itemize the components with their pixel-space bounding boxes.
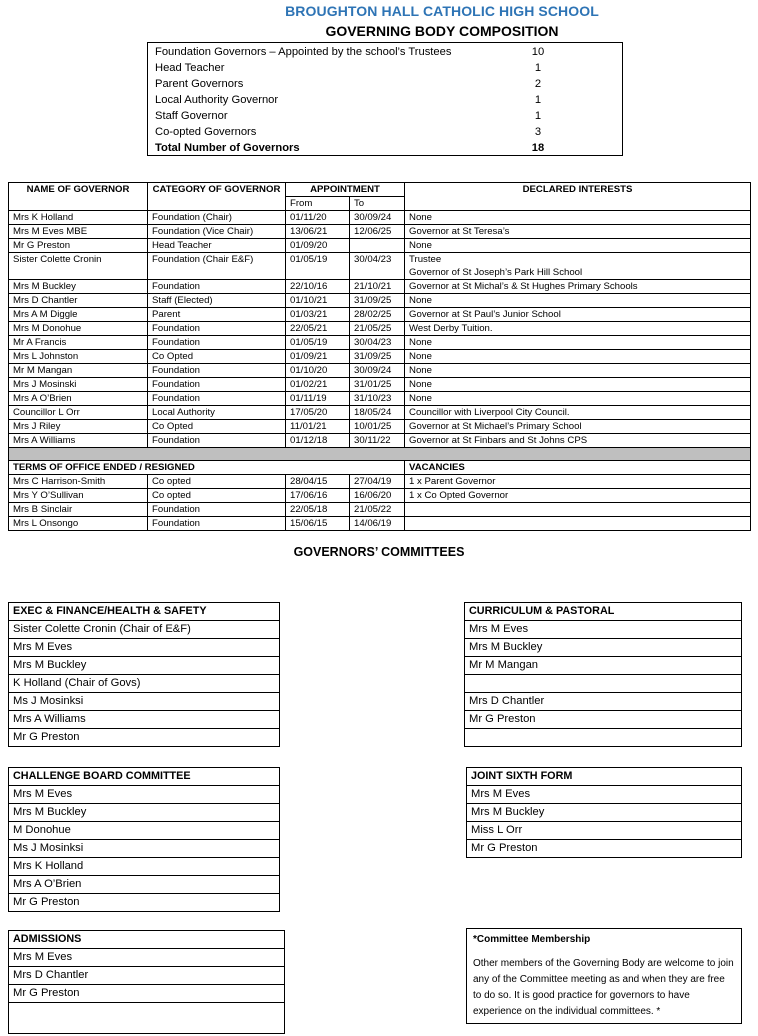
table-row bbox=[9, 253, 751, 267]
composition-value: 3 bbox=[534, 126, 542, 138]
appointment-to: 10/01/25 bbox=[350, 420, 405, 434]
committee-title: JOINT SIXTH FORM bbox=[467, 768, 741, 786]
table-row bbox=[9, 434, 751, 448]
governor-name: Mrs M Donohue bbox=[9, 322, 148, 336]
column-header-category: CATEGORY OF GOVERNOR bbox=[148, 183, 286, 211]
column-header-from: From bbox=[286, 197, 350, 211]
former-governor-name: Mrs Y O’Sullivan bbox=[9, 489, 148, 503]
appointment-to: 30/04/23 bbox=[350, 253, 405, 280]
vacancy: 1 x Parent Governor bbox=[405, 475, 751, 489]
governor-category: Foundation (Vice Chair) bbox=[148, 225, 286, 239]
appointment-from: 01/12/18 bbox=[286, 434, 350, 448]
appointment-from: 01/11/19 bbox=[286, 392, 350, 406]
committee-member: Ms J Mosinksi bbox=[9, 693, 279, 711]
committee-title: CHALLENGE BOARD COMMITTEE bbox=[9, 768, 279, 786]
committee-title: EXEC & FINANCE/HEALTH & SAFETY bbox=[9, 603, 279, 621]
committee-member: Mr G Preston bbox=[13, 731, 80, 743]
governor-name: Mrs M Eves MBE bbox=[9, 225, 148, 239]
composition-value: 1 bbox=[534, 110, 542, 122]
terms-ended-heading: TERMS OF OFFICE ENDED / RESIGNED bbox=[9, 461, 405, 475]
declared-interest: None bbox=[405, 350, 751, 364]
governor-category: Head Teacher bbox=[148, 239, 286, 253]
committee-member: Ms J Mosinksi bbox=[9, 840, 279, 858]
term-to: 16/06/20 bbox=[350, 489, 405, 503]
committee-member: Mrs M Eves bbox=[9, 639, 279, 657]
appointment-to: 30/11/22 bbox=[350, 434, 405, 448]
column-header-to: To bbox=[350, 197, 405, 211]
table-row bbox=[9, 350, 751, 364]
governor-category: Foundation bbox=[148, 322, 286, 336]
former-governor-category: Co opted bbox=[148, 475, 286, 489]
declared-interest: None bbox=[405, 392, 751, 406]
appointment-to: 30/04/23 bbox=[350, 336, 405, 350]
declared-interest: None bbox=[405, 294, 751, 308]
divider-cell bbox=[9, 448, 751, 461]
governor-category: Co Opted bbox=[148, 420, 286, 434]
appointment-to: 28/02/25 bbox=[350, 308, 405, 322]
appointment-to: 31/09/25 bbox=[350, 350, 405, 364]
appointment-to: 31/10/23 bbox=[350, 392, 405, 406]
table-header-row bbox=[9, 183, 751, 197]
declared-interest: None bbox=[405, 336, 751, 350]
page-title: GOVERNING BODY COMPOSITION bbox=[325, 23, 559, 39]
appointment-from: 22/05/21 bbox=[286, 322, 350, 336]
former-governor-name: Mrs L Onsongo bbox=[9, 517, 148, 531]
committee-member: Mrs D Chantler bbox=[465, 693, 741, 711]
governor-category: Co Opted bbox=[148, 350, 286, 364]
note-body: Other members of the Governing Body are welcome to join any of the Committee meeting as and when they are free to do so. It is good practice for governors to have experience on the individual committees. * bbox=[473, 958, 734, 1017]
composition-label: Staff Governor bbox=[155, 110, 228, 122]
table-row bbox=[9, 239, 751, 253]
appointment-from: 22/10/16 bbox=[286, 280, 350, 294]
committee-member: Mr G Preston bbox=[9, 985, 284, 1003]
committee-admissions bbox=[8, 930, 285, 1034]
appointment-to: 30/09/24 bbox=[350, 211, 405, 225]
term-from: 15/06/15 bbox=[286, 517, 350, 531]
appointment-from: 01/02/21 bbox=[286, 378, 350, 392]
appointment-from: 17/05/20 bbox=[286, 406, 350, 420]
school-name: BROUGHTON HALL CATHOLIC HIGH SCHOOL bbox=[285, 3, 599, 19]
declared-interest: None bbox=[405, 378, 751, 392]
governors-table bbox=[8, 182, 751, 531]
declared-interest: None bbox=[405, 211, 751, 225]
composition-value: 10 bbox=[531, 46, 545, 58]
composition-total-value: 18 bbox=[531, 142, 545, 154]
governor-name: Sister Colette Cronin bbox=[9, 253, 148, 280]
committee-title: ADMISSIONS bbox=[9, 931, 284, 949]
committee-member: Sister Colette Cronin (Chair of E&F) bbox=[9, 621, 279, 639]
declared-interest: Governor at St Michael’s Primary School bbox=[405, 420, 751, 434]
appointment-to bbox=[350, 239, 405, 253]
composition-label: Foundation Governors – Appointed by the school’s Trustees bbox=[155, 46, 452, 58]
committee-member bbox=[465, 675, 741, 693]
composition-box bbox=[147, 42, 623, 156]
committee-member: Mrs K Holland bbox=[9, 858, 279, 876]
governor-name: Councillor L Orr bbox=[9, 406, 148, 420]
table-row bbox=[9, 280, 751, 294]
declared-interest: Governor of St Joseph’s Park Hill School bbox=[405, 266, 751, 280]
table-row bbox=[9, 294, 751, 308]
column-header-appointment: APPOINTMENT bbox=[286, 183, 405, 197]
appointment-to: 18/05/24 bbox=[350, 406, 405, 420]
term-to: 14/06/19 bbox=[350, 517, 405, 531]
declared-interest: Governor at St Michal’s & St Hughes Primary Schools bbox=[405, 280, 751, 294]
governor-name: Mrs L Johnston bbox=[9, 350, 148, 364]
composition-value: 1 bbox=[534, 62, 542, 74]
committee-member: K Holland (Chair of Govs) bbox=[9, 675, 279, 693]
column-header-name: NAME OF GOVERNOR bbox=[9, 183, 148, 211]
composition-value: 1 bbox=[534, 94, 542, 106]
composition-label: Parent Governors bbox=[155, 78, 244, 90]
governor-category: Foundation (Chair) bbox=[148, 211, 286, 225]
declared-interest: Councillor with Liverpool City Council. bbox=[405, 406, 751, 420]
appointment-to: 31/09/25 bbox=[350, 294, 405, 308]
appointment-from: 11/01/21 bbox=[286, 420, 350, 434]
committee-title: CURRICULUM & PASTORAL bbox=[465, 603, 741, 621]
committees-heading: GOVERNORS’ COMMITTEES bbox=[293, 545, 465, 559]
terms-header-row bbox=[9, 461, 751, 475]
note-title: *Committee Membership bbox=[473, 934, 591, 945]
declared-interest: None bbox=[405, 364, 751, 378]
column-header-declared-interests: DECLARED INTERESTS bbox=[405, 183, 751, 211]
committee-member: M Donohue bbox=[9, 822, 279, 840]
vacancies-heading: VACANCIES bbox=[405, 461, 751, 475]
governor-name: Mrs J Riley bbox=[9, 420, 148, 434]
former-governor-name: Mrs C Harrison-Smith bbox=[9, 475, 148, 489]
governor-name: Mr A Francis bbox=[9, 336, 148, 350]
governor-name: Mrs A O’Brien bbox=[9, 392, 148, 406]
governor-name: Mrs D Chantler bbox=[9, 294, 148, 308]
committee-member: Mr G Preston bbox=[465, 711, 741, 729]
committee-member: Mrs M Eves bbox=[467, 786, 741, 804]
table-row bbox=[9, 378, 751, 392]
committee-member: Mrs A O’Brien bbox=[9, 876, 279, 894]
vacancy bbox=[405, 503, 751, 517]
appointment-from: 01/09/21 bbox=[286, 350, 350, 364]
committee-member: Mrs M Buckley bbox=[9, 804, 279, 822]
former-governor-category: Foundation bbox=[148, 517, 286, 531]
governor-name: Mrs M Buckley bbox=[9, 280, 148, 294]
committee-member: Mr G Preston bbox=[13, 896, 80, 908]
composition-label: Head Teacher bbox=[155, 62, 225, 74]
governor-category: Foundation bbox=[148, 378, 286, 392]
governor-category: Parent bbox=[148, 308, 286, 322]
term-to: 21/05/22 bbox=[350, 503, 405, 517]
committee-member bbox=[465, 729, 741, 746]
former-governor-name: Mrs B Sinclair bbox=[9, 503, 148, 517]
appointment-from: 01/10/20 bbox=[286, 364, 350, 378]
committee-member: Mrs A Williams bbox=[9, 711, 279, 729]
committee-member: Miss L Orr bbox=[467, 822, 741, 840]
term-to: 27/04/19 bbox=[350, 475, 405, 489]
former-governor-category: Co opted bbox=[148, 489, 286, 503]
governor-category: Foundation bbox=[148, 434, 286, 448]
committee-member: Mrs M Buckley bbox=[9, 657, 279, 675]
governor-category: Foundation bbox=[148, 336, 286, 350]
table-row bbox=[9, 406, 751, 420]
governor-name: Mr G Preston bbox=[9, 239, 148, 253]
appointment-from: 01/09/20 bbox=[286, 239, 350, 253]
appointment-from: 01/05/19 bbox=[286, 336, 350, 350]
appointment-to: 21/10/21 bbox=[350, 280, 405, 294]
table-row bbox=[9, 503, 751, 517]
committee-member: Mr M Mangan bbox=[465, 657, 741, 675]
declared-interest: Governor at St Paul’s Junior School bbox=[405, 308, 751, 322]
table-row bbox=[9, 392, 751, 406]
committee-member: Mrs M Eves bbox=[465, 621, 741, 639]
vacancy: 1 x Co Opted Governor bbox=[405, 489, 751, 503]
declared-interest: West Derby Tuition. bbox=[405, 322, 751, 336]
table-row bbox=[9, 225, 751, 239]
declared-interest: None bbox=[405, 239, 751, 253]
committee-joint-sixth-form bbox=[466, 767, 742, 858]
vacancy bbox=[405, 517, 751, 531]
table-row bbox=[9, 489, 751, 503]
term-from: 28/04/15 bbox=[286, 475, 350, 489]
governor-category: Foundation bbox=[148, 280, 286, 294]
governor-category: Local Authority bbox=[148, 406, 286, 420]
governor-category: Staff (Elected) bbox=[148, 294, 286, 308]
committee-membership-note bbox=[466, 928, 742, 1024]
governor-name: Mr M Mangan bbox=[9, 364, 148, 378]
committee-curriculum-pastoral bbox=[464, 602, 742, 747]
declared-interest: Trustee bbox=[405, 253, 751, 267]
committee-member: Mrs D Chantler bbox=[9, 967, 284, 985]
appointment-from: 01/11/20 bbox=[286, 211, 350, 225]
table-row bbox=[9, 308, 751, 322]
governor-name: Mrs J Mosinski bbox=[9, 378, 148, 392]
governor-name: Mrs K Holland bbox=[9, 211, 148, 225]
table-row bbox=[9, 336, 751, 350]
committee-member: Mrs M Eves bbox=[9, 949, 284, 967]
table-row bbox=[9, 211, 751, 225]
governor-category: Foundation bbox=[148, 364, 286, 378]
appointment-to: 31/01/25 bbox=[350, 378, 405, 392]
composition-total-label: Total Number of Governors bbox=[155, 142, 300, 154]
appointment-from: 01/03/21 bbox=[286, 308, 350, 322]
composition-value: 2 bbox=[534, 78, 542, 90]
appointment-to: 21/05/25 bbox=[350, 322, 405, 336]
term-from: 22/05/18 bbox=[286, 503, 350, 517]
term-from: 17/06/16 bbox=[286, 489, 350, 503]
committee-challenge-board bbox=[8, 767, 280, 912]
former-governor-category: Foundation bbox=[148, 503, 286, 517]
appointment-to: 12/06/25 bbox=[350, 225, 405, 239]
composition-label: Local Authority Governor bbox=[155, 94, 279, 106]
governor-category: Foundation (Chair E&F) bbox=[148, 253, 286, 280]
committee-exec-finance bbox=[8, 602, 280, 747]
appointment-from: 01/10/21 bbox=[286, 294, 350, 308]
committee-member: Mrs M Buckley bbox=[467, 804, 741, 822]
appointment-to: 30/09/24 bbox=[350, 364, 405, 378]
governor-name: Mrs A Williams bbox=[9, 434, 148, 448]
appointment-from: 01/05/19 bbox=[286, 253, 350, 280]
table-row bbox=[9, 475, 751, 489]
governor-category: Foundation bbox=[148, 392, 286, 406]
committee-member: Mr G Preston bbox=[471, 842, 538, 854]
committee-member-empty bbox=[9, 1003, 284, 1033]
declared-interest: Governor at St Finbars and St Johns CPS bbox=[405, 434, 751, 448]
table-divider-row bbox=[9, 448, 751, 461]
table-row bbox=[9, 364, 751, 378]
table-row bbox=[9, 420, 751, 434]
appointment-from: 13/06/21 bbox=[286, 225, 350, 239]
table-row bbox=[9, 322, 751, 336]
committee-member: Mrs M Buckley bbox=[465, 639, 741, 657]
table-row bbox=[9, 517, 751, 531]
committee-member: Mrs M Eves bbox=[9, 786, 279, 804]
composition-label: Co-opted Governors bbox=[155, 126, 257, 138]
declared-interest: Governor at St Teresa’s bbox=[405, 225, 751, 239]
governor-name: Mrs A M Diggle bbox=[9, 308, 148, 322]
